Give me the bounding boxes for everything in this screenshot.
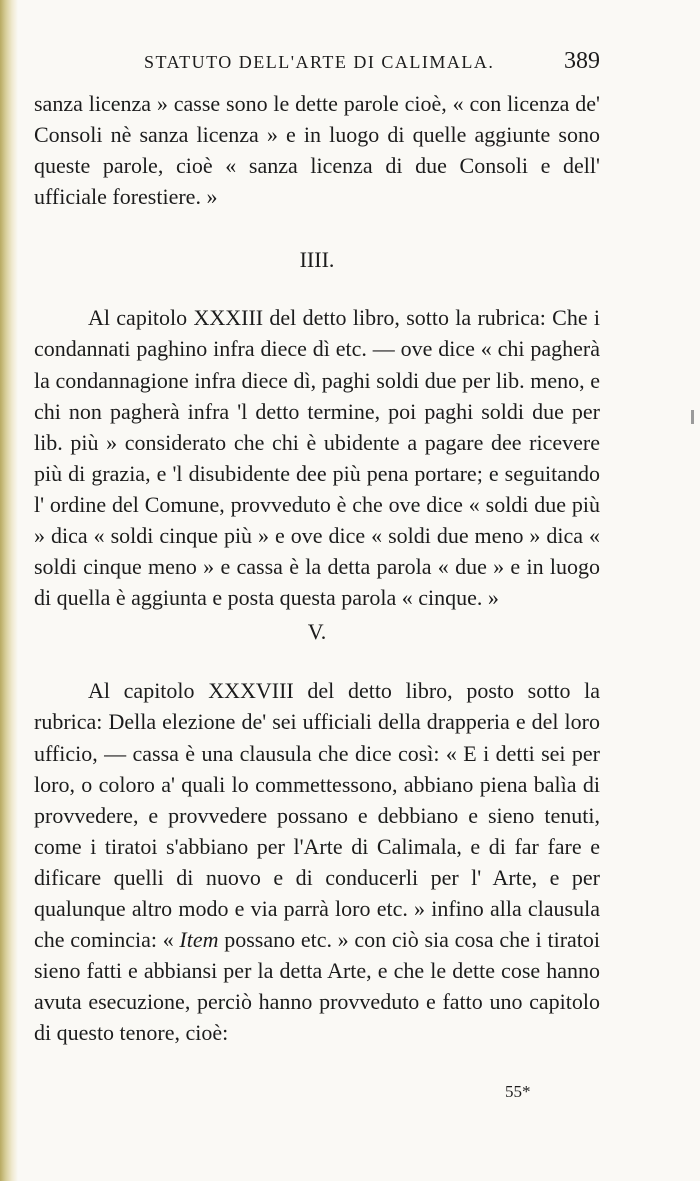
paragraph-chapter-33: Al capitolo XXXIII del detto libro, sotto la rubrica: Che i condannati paghino infra diece dì etc. — ove dice « chi pagherà la condannagione infra diece dì, paghi soldi due per lib. meno, e chi non pagherà infra 'l detto termine, poi paghi soldi due per lib. più » considerato che chi è ubidente a pagare dee ricevere più di grazia, e 'l disubidente dee più pena portare; e seguitando l' ordine del Comune, provveduto è che ove dice « soldi due più » dica « soldi cinque più » e ove dice « soldi due meno » dica « soldi cinque meno » e cassa è la detta parola « due » e in luogo di quella è aggiunta e posta questa parola « cinque. »	[34, 305, 600, 611]
signature-mark: 55*	[505, 1082, 531, 1101]
section-heading-iiii: IIII.	[299, 247, 335, 273]
italic-item-word: Item	[179, 927, 219, 953]
paragraph-text-after-item: possano etc. » con ciò sia cosa che i tiratoi sieno fatti e abbiansi per la detta Arte, e che le dette cose hanno avuta esecuzione, perciò hanno provveduto e fatto uno capitolo di questo tenore, cioè:	[34, 927, 601, 1046]
book-page	[34, 48, 600, 1048]
paragraph-chapter-38	[34, 675, 600, 1048]
page-edge-mark	[691, 410, 694, 424]
page-number: 389	[564, 48, 600, 74]
paragraph-text-before-item: Al capitolo XXXVIII del detto libro, posto sotto la rubrica: Della elezione de' sei ufficiali della drapperia e del loro ufficio, — cassa è una clausula che dice così: « E i detti sei per loro, o coloro a' quali lo commettessono, abbiano piena balìa di provvedere, e provvedere possano e debbiano e sieno tenuti, come i tiratoi s'abbiano per l'Arte di Calimala, e di far fare e dificare quelli di nuovo e di conducerli per l' Arte, e per qualunque altro modo e via parrà loro etc. » infino alla clausula che comincia: «	[34, 678, 600, 953]
page-gutter-shadow	[0, 0, 18, 1181]
paragraph-continuation: sanza licenza » casse sono le dette parole cioè, « con licenza de' Consoli nè sanza licenza » e in luogo di quelle aggiunte sono queste parole, cioè « sanza licenza di due Consoli e dell' ufficiale forestiere. »	[34, 91, 600, 210]
running-head	[34, 48, 600, 78]
running-title: STATUTO DELL'ARTE DI CALIMALA.	[144, 52, 495, 72]
section-heading-v: V.	[307, 619, 327, 645]
